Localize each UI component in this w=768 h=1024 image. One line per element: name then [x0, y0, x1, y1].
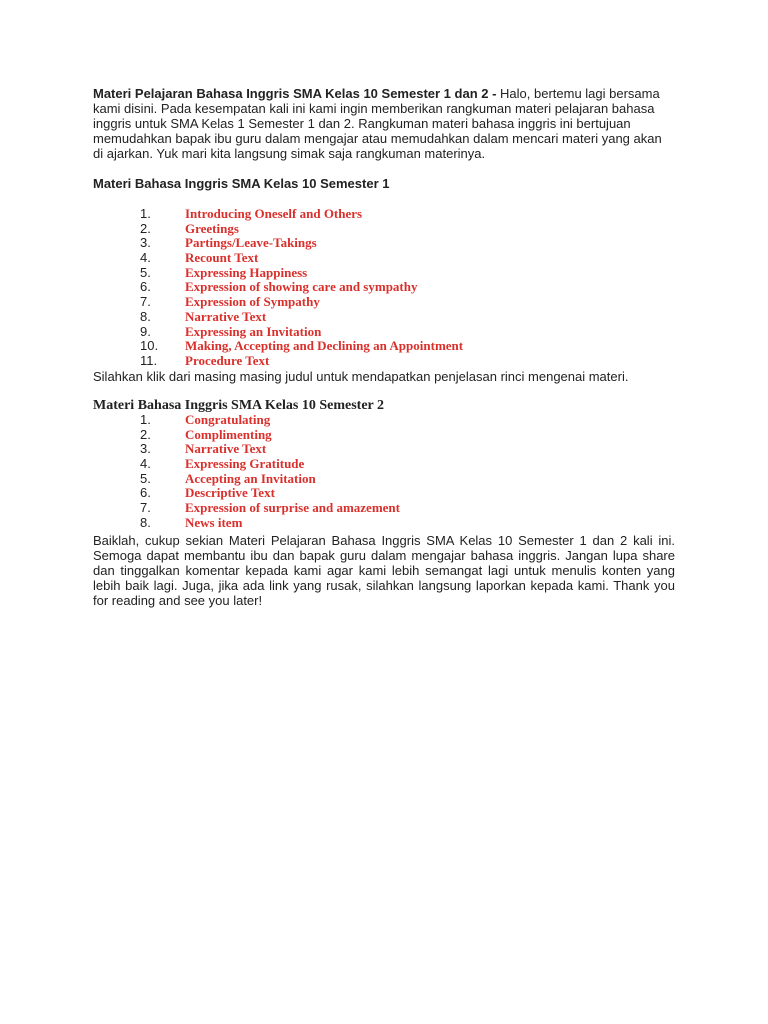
topic-link[interactable]: Partings/Leave-Takings	[185, 235, 317, 251]
list-item	[93, 339, 675, 354]
list-item	[93, 501, 675, 516]
item-number: 2.	[140, 426, 151, 442]
list-item	[93, 236, 675, 251]
list-item	[93, 472, 675, 487]
list-item	[93, 428, 675, 443]
item-number: 10.	[140, 338, 159, 354]
item-number: 9.	[140, 323, 151, 339]
item-number: 1.	[140, 206, 151, 221]
topic-link[interactable]: Expressing Happiness	[185, 264, 308, 280]
topic-link[interactable]: Narrative Text	[185, 308, 267, 324]
topic-link[interactable]: Narrative Text	[185, 441, 267, 457]
item-number: 8.	[140, 308, 151, 324]
item-number: 7.	[140, 294, 151, 310]
intro-text: Halo, bertemu lagi bersama kami disini. Pada kesempatan kali ini kami ingin memberikan rangkuman materi pelajaran bahasa inggris untuk SMA Kelas 1 Semester 1 dan 2. Rangkuman materi bahasa inggris ini bertujuan memudahkan bapak ibu guru dalam mengajar atau memudahkan dalam mencari materi yang akan di ajarkan. Yuk mari kita langsung simak saja rangkuman materinya.	[93, 86, 662, 161]
semester2-list	[93, 413, 675, 531]
list-item	[93, 280, 675, 295]
list-item	[93, 457, 675, 472]
item-number: 5.	[140, 264, 151, 280]
list-item	[93, 325, 675, 340]
item-number: 7.	[140, 500, 151, 516]
topic-link[interactable]: Procedure Text	[185, 352, 270, 368]
semester1-heading: Materi Bahasa Inggris SMA Kelas 10 Semester 1	[93, 176, 390, 191]
topic-link[interactable]: Expressing Gratitude	[185, 456, 305, 472]
list-item	[93, 486, 675, 501]
list-item	[93, 295, 675, 310]
topic-link[interactable]: Expression of Sympathy	[185, 294, 320, 310]
item-number: 1.	[140, 412, 151, 427]
topic-link[interactable]: Expression of surprise and amazement	[185, 500, 400, 516]
topic-link[interactable]: Complimenting	[185, 426, 272, 442]
topic-link[interactable]: Descriptive Text	[185, 485, 275, 501]
item-number: 3.	[140, 235, 151, 251]
topic-link[interactable]: Expression of showing care and sympathy	[185, 279, 418, 295]
topic-link[interactable]: Making, Accepting and Declining an Appointment	[185, 338, 464, 354]
item-number: 4.	[140, 456, 151, 472]
item-number: 5.	[140, 470, 151, 486]
item-number: 6.	[140, 279, 151, 295]
list-item	[93, 413, 675, 428]
list-item	[93, 310, 675, 325]
item-number: 6.	[140, 485, 151, 501]
topic-link[interactable]: Greetings	[185, 220, 239, 236]
topic-link[interactable]: Recount Text	[185, 250, 259, 266]
list-item	[93, 266, 675, 281]
item-number: 3.	[140, 441, 151, 457]
list-item	[93, 222, 675, 237]
item-number: 4.	[140, 250, 151, 266]
list-item	[93, 442, 675, 457]
list-item	[93, 354, 675, 369]
semester1-note: Silahkan klik dari masing masing judul untuk mendapatkan penjelasan rinci mengenai materi.	[93, 369, 629, 384]
topic-link[interactable]: Accepting an Invitation	[185, 470, 316, 486]
list-item	[93, 251, 675, 266]
item-number: 11.	[140, 352, 158, 368]
topic-link[interactable]: Congratulating	[185, 412, 271, 427]
semester1-list	[93, 207, 675, 369]
list-item	[93, 207, 675, 222]
topic-link[interactable]: Expressing an Invitation	[185, 323, 322, 339]
item-number: 8.	[140, 514, 151, 530]
semester2-heading: Materi Bahasa Inggris SMA Kelas 10 Semester 2	[93, 398, 384, 413]
intro-title: Materi Pelajaran Bahasa Inggris SMA Kelas 10 Semester 1 dan 2 -	[93, 86, 497, 101]
intro-paragraph	[93, 86, 675, 161]
item-number: 2.	[140, 220, 151, 236]
topic-link[interactable]: News item	[185, 514, 243, 530]
topic-link[interactable]: Introducing Oneself and Others	[185, 206, 363, 221]
list-item	[93, 516, 675, 531]
closing-paragraph: Baiklah, cukup sekian Materi Pelajaran Bahasa Inggris SMA Kelas 10 Semester 1 dan 2 kali ini. Semoga dapat membantu ibu dan bapak guru dalam mengajar bahasa inggris. Jangan lupa share dan tinggalkan komentar kepada kami agar kami lebih semangat lagi untuk menulis konten yang lebih baik lagi. Juga, jika ada link yang rusak, silahkan langsung laporkan kepada kami. Thank you for reading and see you later!	[93, 533, 675, 608]
